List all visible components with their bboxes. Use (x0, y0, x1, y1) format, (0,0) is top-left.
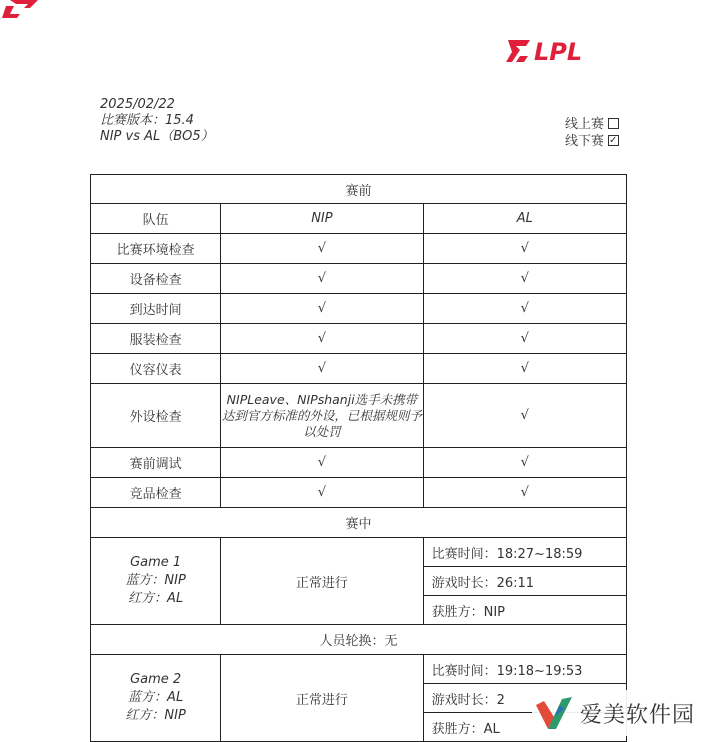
table-row (91, 294, 627, 324)
watermark (532, 690, 717, 736)
online-option (565, 116, 619, 133)
game-duration: 游戏时长：26:11 (424, 567, 626, 596)
game-2-info (91, 655, 221, 742)
table-row (91, 234, 627, 264)
red-side: 红方：NIP (125, 708, 186, 723)
check-cell: √ (221, 234, 423, 264)
row-label: 竞品检查 (91, 478, 221, 508)
penalty-note: NIPLeave、NIPshanji选手未携带达到官方标准的外设，已根据规则予以处罚 (221, 384, 423, 448)
match-version: 比赛版本：15.4 (100, 113, 194, 128)
check-cell: √ (423, 384, 626, 448)
ingame-title: 赛中 (91, 508, 627, 538)
check-cell: √ (423, 264, 626, 294)
check-cell: √ (221, 354, 423, 384)
pregame-title: 赛前 (91, 175, 627, 204)
watermark-logo-icon (534, 695, 574, 731)
match-mode (565, 116, 619, 150)
offline-label: 线下赛 (564, 134, 604, 149)
blue-side: 蓝方：AL (128, 690, 184, 705)
substitution-note: 人员轮换：无 (91, 625, 627, 655)
check-cell: √ (221, 448, 423, 478)
team-header: 队伍 (91, 204, 221, 234)
game-label: Game 1 (130, 555, 182, 570)
match-title: NIP vs AL（BO5） (100, 129, 214, 144)
check-cell: √ (423, 478, 626, 508)
row-label: 仪容仪表 (91, 354, 221, 384)
corner-logo-icon (0, 0, 40, 22)
table-row (91, 354, 627, 384)
blue-side: 蓝方：NIP (125, 573, 186, 588)
game-label: Game 2 (130, 672, 182, 687)
row-label: 比赛环境检查 (91, 234, 221, 264)
lpl-logo (506, 38, 622, 64)
check-cell: √ (221, 478, 423, 508)
row-label: 设备检查 (91, 264, 221, 294)
online-label: 线上赛 (564, 117, 604, 132)
row-label: 外设检查 (91, 384, 221, 448)
game-1-info (91, 538, 221, 625)
check-cell: √ (221, 264, 423, 294)
team-b-header: AL (423, 204, 626, 234)
check-cell: √ (423, 324, 626, 354)
game-status: 正常进行 (221, 655, 423, 742)
unchecked-box-icon (608, 118, 619, 129)
match-meta (100, 97, 214, 145)
table-row (91, 264, 627, 294)
check-cell: √ (423, 234, 626, 264)
logo-text: LPL (534, 38, 583, 64)
winner: 获胜方：AL (431, 721, 500, 737)
game-row (91, 538, 627, 625)
offline-option (565, 133, 619, 150)
row-label: 到达时间 (91, 294, 221, 324)
row-label: 服装检查 (91, 324, 221, 354)
row-label: 赛前调试 (91, 448, 221, 478)
table-row (91, 478, 627, 508)
game-duration: 游戏时长：2 (424, 684, 626, 713)
match-date: 2025/02/22 (100, 97, 175, 112)
table-row (91, 384, 627, 448)
match-time: 比赛时间：18:27~18:59 (424, 538, 626, 567)
table-row (91, 448, 627, 478)
check-cell: √ (221, 324, 423, 354)
winner: 获胜方：NIP (431, 604, 505, 620)
red-side: 红方：AL (128, 591, 184, 606)
check-cell: √ (423, 294, 626, 324)
check-cell: √ (221, 294, 423, 324)
check-cell: √ (423, 448, 626, 478)
inspection-table (90, 174, 627, 742)
checked-box-icon (608, 135, 619, 146)
game-1-details (423, 538, 626, 625)
table-row (91, 324, 627, 354)
check-cell: √ (423, 354, 626, 384)
team-a-header: NIP (221, 204, 423, 234)
watermark-text: 爱美软件园 (580, 702, 696, 728)
game-status: 正常进行 (221, 538, 423, 625)
match-time: 比赛时间：19:18~19:53 (424, 655, 626, 684)
